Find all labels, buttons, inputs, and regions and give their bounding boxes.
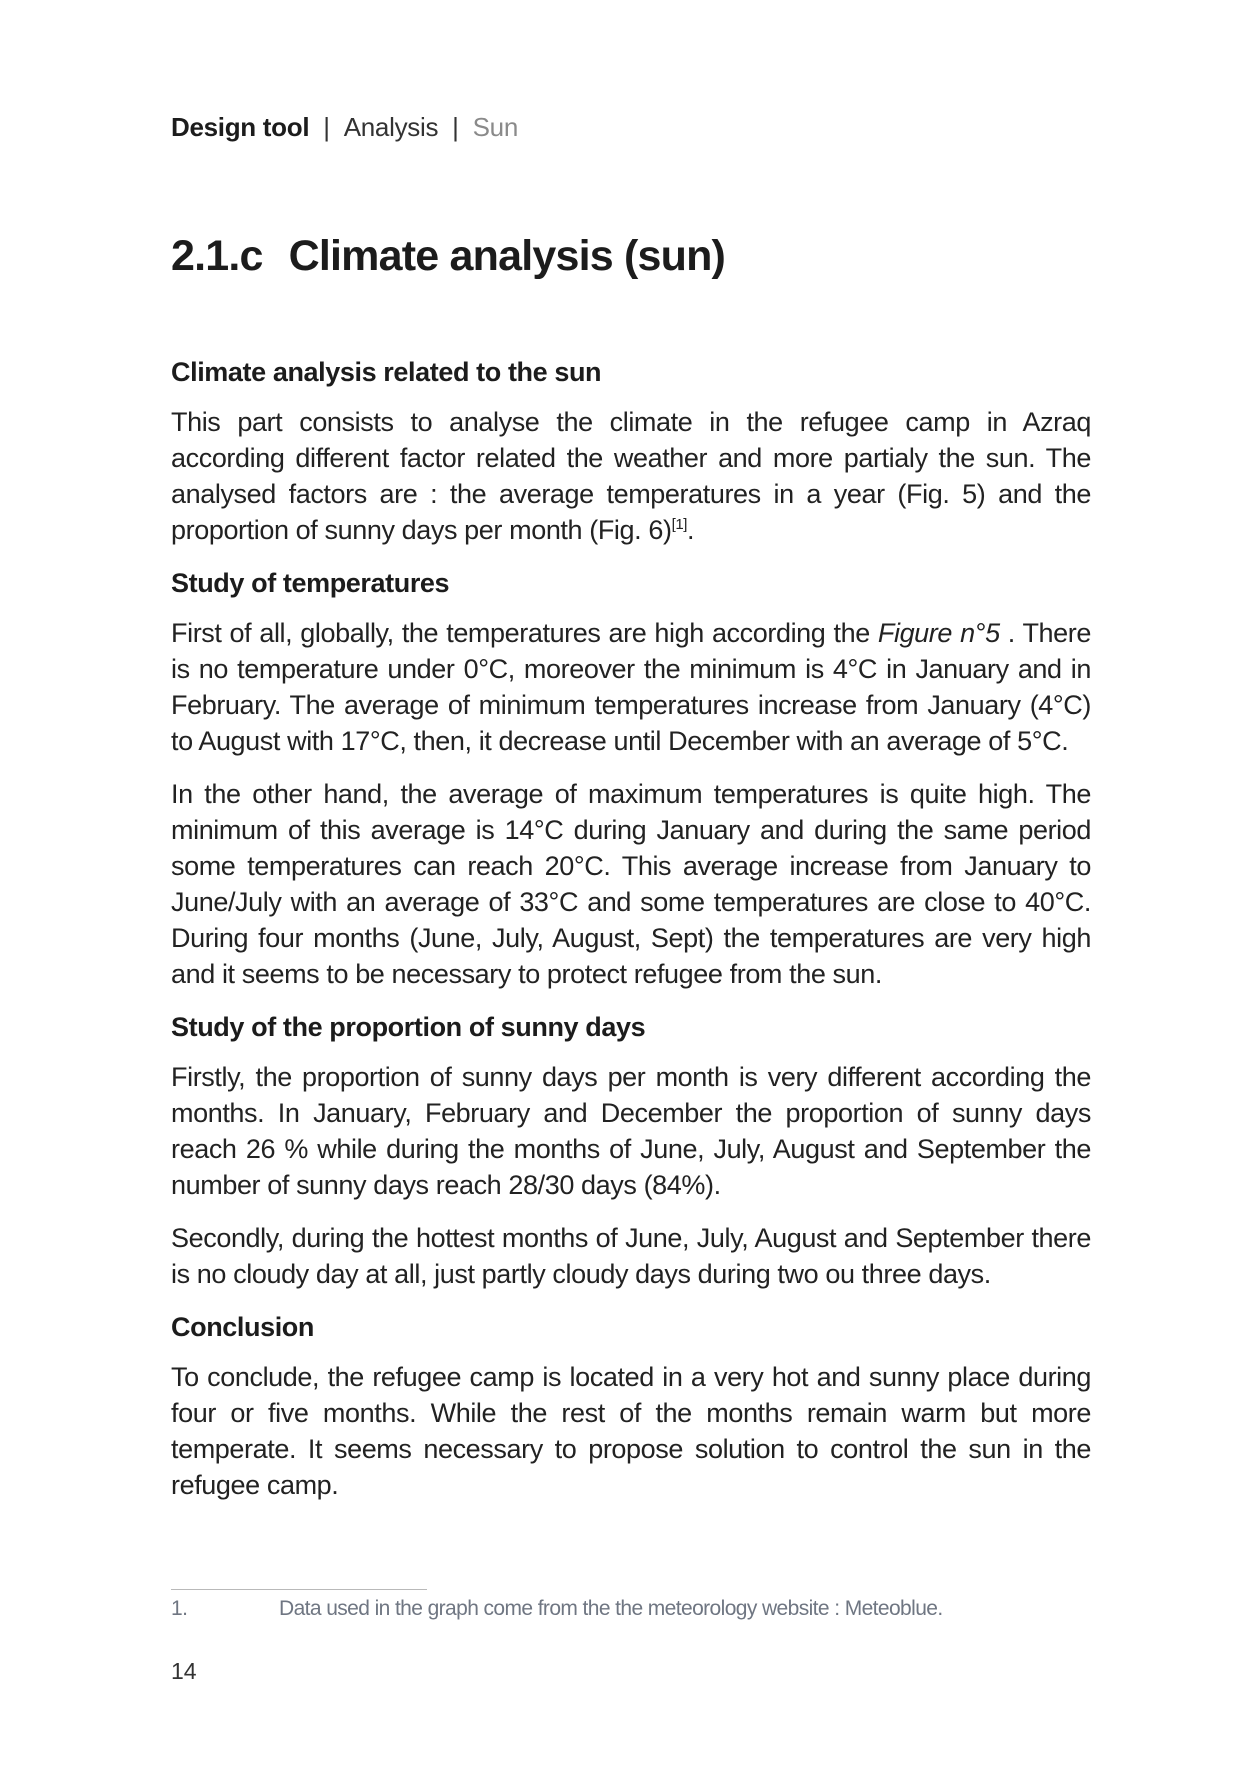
page-number: 14 bbox=[171, 1658, 197, 1684]
intro-text: This part consists to analyse the climate in the refugee camp in Azraq according different factor related the weather and more partialy the sun. The analysed factors are : the average temperatures in a year (Fig. 5) and the proportion of sunny days per month (Fig. 6) bbox=[171, 407, 1091, 545]
footnote-text: Data used in the graph come from the the meteorology website : Meteoblue. bbox=[279, 1597, 943, 1620]
paragraph-sunny-days-2: Secondly, during the hottest months of June, July, August and September there is no cloudy day at all, just partly cloudy days during two ou three days. bbox=[171, 1223, 1091, 1289]
intro-end: . bbox=[687, 515, 695, 545]
paragraph-conclusion: To conclude, the refugee camp is located in a very hot and sunny place during four or five months. While the rest of the months remain warm but more temperate. It seems necessary to propose solution to control the sun in the refugee camp. bbox=[171, 1362, 1091, 1500]
breadcrumb-sun: Sun bbox=[472, 112, 518, 142]
section-number: 2.1.c bbox=[171, 232, 263, 280]
footnote bbox=[171, 1597, 1091, 1621]
paragraph-temperatures-1 bbox=[171, 615, 1091, 759]
heading-sunny-days: Study of the proportion of sunny days bbox=[171, 1012, 646, 1042]
breadcrumb bbox=[171, 112, 518, 143]
heading-temperatures: Study of temperatures bbox=[171, 568, 450, 598]
heading-intro: Climate analysis related to the sun bbox=[171, 357, 602, 387]
breadcrumb-analysis: Analysis bbox=[343, 112, 439, 142]
temperatures-text-end: . There is no temperature under 0°C, moreover the minimum is 4°C in January and in February. The average of minimum temperatures increase from January (4°C) to August with 17°C, then, it decrease until December with an average of 5°C. bbox=[171, 618, 1091, 756]
page-title bbox=[171, 232, 725, 281]
footnote-divider bbox=[171, 1589, 427, 1590]
figure-reference: Figure n°5 bbox=[877, 618, 1000, 648]
breadcrumb-separator: | bbox=[452, 112, 459, 142]
temperatures-text-start: First of all, globally, the temperatures are high according the bbox=[171, 618, 878, 648]
breadcrumb-separator: | bbox=[323, 112, 330, 142]
paragraph-sunny-days-1: Firstly, the proportion of sunny days per month is very different according the months. In January, February and December the proportion of sunny days reach 26 % while during the months of June, July, August and September the number of sunny days reach 28/30 days (84%). bbox=[171, 1062, 1091, 1200]
footnote-reference: [1] bbox=[671, 516, 688, 533]
breadcrumb-design-tool: Design tool bbox=[171, 112, 310, 142]
title-text: Climate analysis (sun) bbox=[288, 232, 726, 280]
paragraph-intro bbox=[171, 404, 1091, 548]
footnote-number: 1. bbox=[171, 1597, 188, 1620]
main-content bbox=[171, 354, 1091, 1520]
paragraph-temperatures-2: In the other hand, the average of maximum temperatures is quite high. The minimum of this average is 14°C during January and during the same period some temperatures can reach 20°C. This average increase from January to June/July with an average of 33°C and some temperatures are close to 40°C. During four months (June, July, August, Sept) the temperatures are very high and it seems to be necessary to protect refugee from the sun. bbox=[171, 779, 1091, 989]
heading-conclusion: Conclusion bbox=[171, 1312, 314, 1342]
